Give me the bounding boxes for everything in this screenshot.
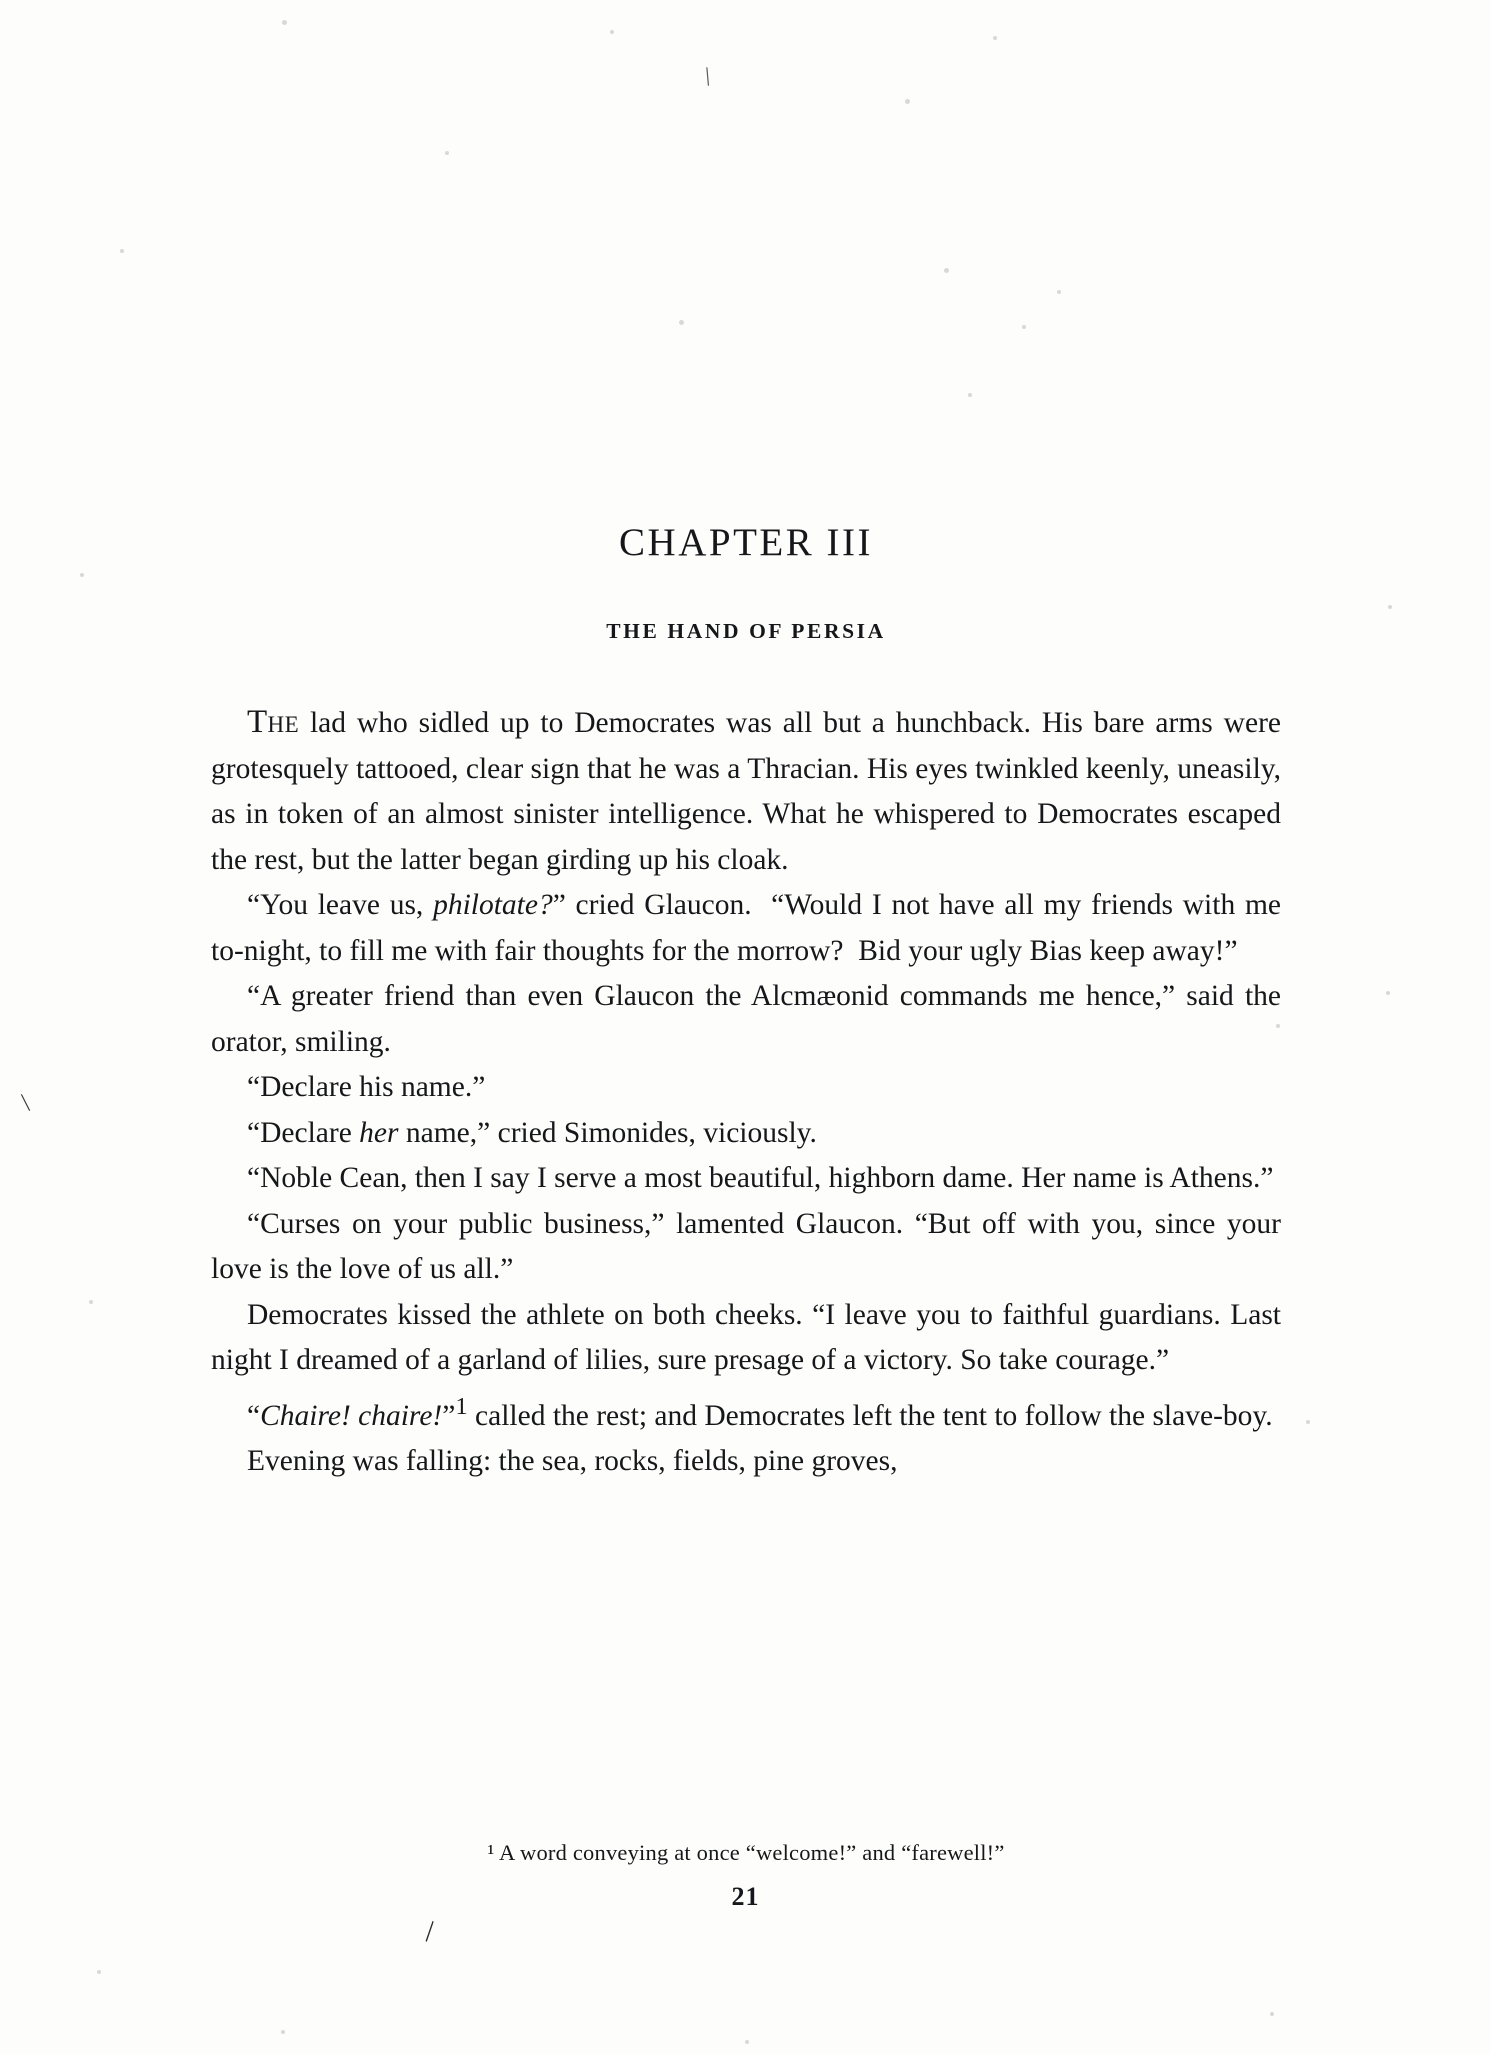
page-number: 21 bbox=[731, 1882, 760, 1911]
scan-speck bbox=[1388, 605, 1392, 609]
stray-pen-mark-top: \ bbox=[700, 61, 715, 92]
footnote-text: ¹ A word conveying at once “welcome!” and “farewell!” bbox=[487, 1840, 1005, 1865]
chapter-heading: CHAPTER III bbox=[619, 521, 873, 564]
scan-speck bbox=[1057, 290, 1061, 294]
scan-speck bbox=[610, 30, 614, 34]
scan-speck bbox=[968, 393, 972, 397]
paragraph: “You leave us, philotate?” cried Glaucon. “Would I not have all my friends with me to-night, to fill me with fair thoughts for the morrow? Bid your ugly Bias keep away!” bbox=[211, 889, 1281, 967]
paragraph: Democrates kissed the athlete on both cheeks. “I leave you to faithful guardians. Last night I dreamed of a garland of lilies, sure presage of a victory. So take courage.” bbox=[211, 1298, 1281, 1376]
scan-speck bbox=[89, 1300, 93, 1304]
scan-speck bbox=[1306, 1420, 1310, 1424]
section-subtitle: THE HAND OF PERSIA bbox=[606, 619, 886, 643]
scan-speck bbox=[80, 573, 84, 577]
scan-speck bbox=[1022, 325, 1026, 329]
italic-phrase: her bbox=[359, 1116, 399, 1149]
paragraph: “Chaire! chaire!”$^1$ called the rest; and Democrates left the tent to follow the slave-boy. bbox=[247, 1392, 1273, 1432]
italic-phrase: Chaire! chaire! bbox=[260, 1399, 443, 1432]
scan-speck bbox=[120, 249, 124, 253]
paragraph: “Declare his name.” bbox=[247, 1071, 486, 1103]
paragraph-dropcap: The bbox=[247, 704, 300, 740]
stray-pen-mark-left: \ bbox=[19, 1087, 32, 1118]
scan-speck bbox=[944, 268, 949, 273]
scan-speck bbox=[97, 1970, 101, 1974]
paragraph: “Curses on your public business,” lamented Glaucon. “But off with you, since your love is the love of us all.” bbox=[211, 1207, 1281, 1285]
paragraph bbox=[211, 700, 1281, 883]
paragraph: “Noble Cean, then I say I serve a most beautiful, highborn dame. Her name is Athens.” bbox=[247, 1162, 1274, 1194]
body-text bbox=[211, 700, 1281, 1484]
paragraph: “A greater friend than even Glaucon the Alcmæonid commands me hence,” said the orator, smiling. bbox=[211, 980, 1281, 1058]
paragraph: “Declare her name,” cried Simonides, viciously. bbox=[247, 1116, 817, 1149]
scan-speck bbox=[905, 99, 910, 104]
page-content bbox=[211, 520, 1281, 1484]
paragraph: Evening was falling: the sea, rocks, fields, pine groves, bbox=[247, 1444, 898, 1477]
stray-pen-mark-bottom: \ bbox=[416, 1916, 443, 1948]
scan-speck bbox=[1386, 991, 1390, 995]
italic-phrase: philotate? bbox=[433, 889, 553, 921]
footnote-area bbox=[211, 1838, 1281, 1868]
scan-speck bbox=[281, 2030, 285, 2034]
paragraph-text: lad who sidled up to Democrates was all but a hunchback. His bare arms were grotesquely tattooed, clear sign that he was a Thracian. His eyes twinkled keenly, uneasily, as in token of an almost sinister intelligence. What he whispered to Democrates escaped the rest, but the latter began girding up his cloak. bbox=[211, 707, 1281, 876]
scan-speck bbox=[993, 36, 997, 40]
scan-speck bbox=[745, 2040, 749, 2044]
scan-speck bbox=[282, 20, 287, 25]
scan-speck bbox=[679, 320, 684, 325]
scan-speck bbox=[445, 151, 449, 155]
scan-speck bbox=[1270, 2012, 1274, 2016]
